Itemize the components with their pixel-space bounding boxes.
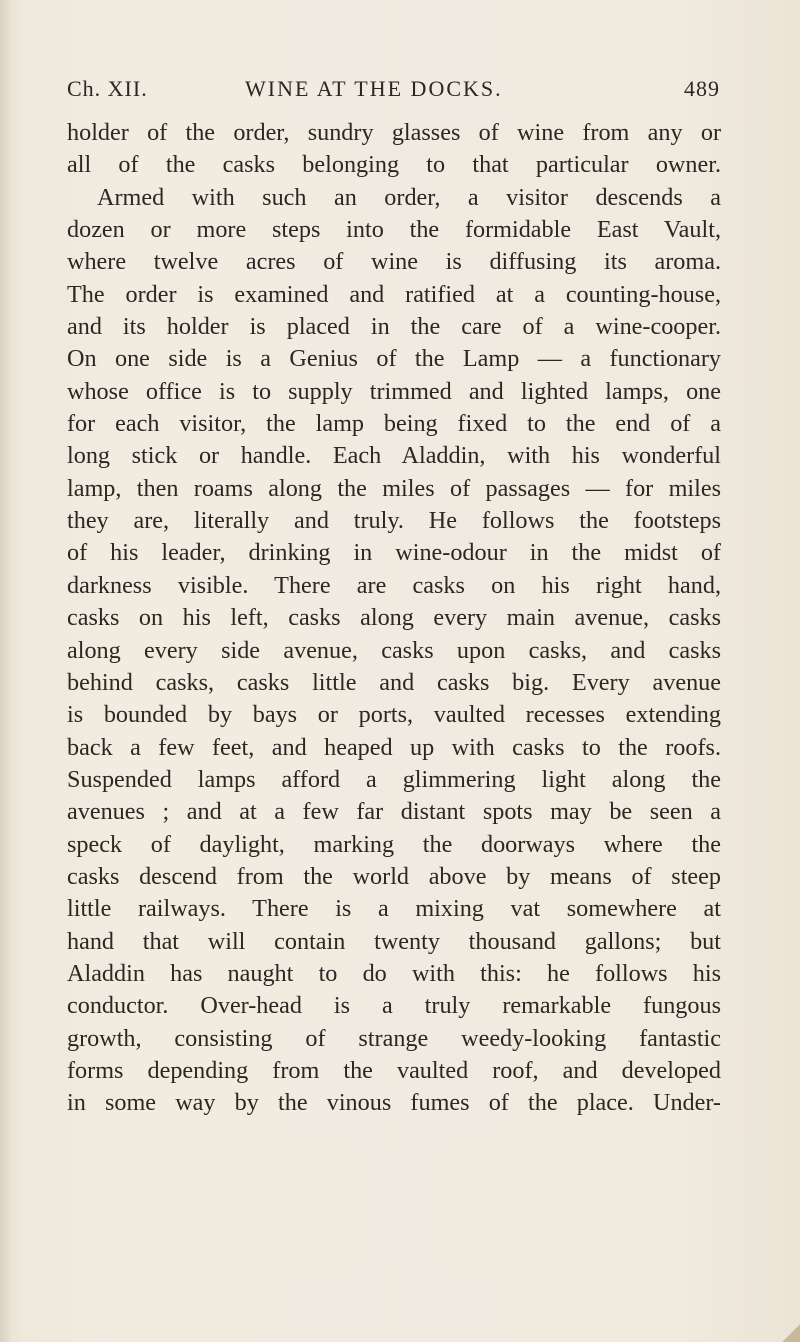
text-line: lamp, then roams along the miles of passages — for miles <box>67 474 721 502</box>
running-title: WINE AT THE DOCKS. <box>245 76 503 101</box>
text-line: whose office is to supply trimmed and lighted lamps, one <box>67 377 721 405</box>
text-line: back a few feet, and heaped up with casks to the roofs. <box>67 733 721 761</box>
chapter-label: Ch. XII. <box>67 76 148 101</box>
paragraph-start-line: Armed with such an order, a visitor descends a <box>97 183 721 211</box>
text-line: dozen or more steps into the formidable East Vault, <box>67 216 721 244</box>
text-line: conductor. Over-head is a truly remarkable fungous <box>67 992 721 1020</box>
text-line: they are, literally and truly. He follows the footsteps <box>67 507 721 535</box>
text-line: hand that will contain twenty thousand gallons; but <box>67 927 721 955</box>
running-head <box>67 76 720 106</box>
text-line: long stick or handle. Each Aladdin, with his wonderful <box>67 442 721 470</box>
text-line: in some way by the vinous fumes of the place. Under- <box>67 1089 721 1117</box>
text-line: little railways. There is a mixing vat somewhere at <box>67 895 721 923</box>
text-line: of his leader, drinking in wine-odour in the midst of <box>67 539 721 567</box>
text-line: casks on his left, casks along every main avenue, casks <box>67 604 721 632</box>
text-line: growth, consisting of strange weedy-looking fantastic <box>67 1024 721 1052</box>
text-line: Suspended lamps afford a glimmering light along the <box>67 765 721 793</box>
text-line: speck of daylight, marking the doorways where the <box>67 830 721 858</box>
text-line: forms depending from the vaulted roof, and developed <box>67 1056 721 1084</box>
body-text <box>67 117 721 1120</box>
text-line: Aladdin has naught to do with this: he follows his <box>67 959 721 987</box>
text-line: where twelve acres of wine is diffusing its aroma. <box>67 248 721 276</box>
text-line: darkness visible. There are casks on his right hand, <box>67 571 721 599</box>
text-line: and its holder is placed in the care of a wine-cooper. <box>67 313 721 341</box>
page-number: 489 <box>684 76 720 101</box>
text-line: On one side is a Genius of the Lamp — a functionary <box>67 345 721 373</box>
page-corner-wear <box>782 1324 800 1342</box>
text-line: casks descend from the world above by means of steep <box>67 862 721 890</box>
text-line: for each visitor, the lamp being fixed to the end of a <box>67 410 721 438</box>
page-binding-edge <box>0 0 10 1342</box>
text-line: along every side avenue, casks upon casks, and casks <box>67 636 721 664</box>
text-line: all of the casks belonging to that particular owner. <box>67 151 721 179</box>
text-line: avenues ; and at a few far distant spots may be seen a <box>67 798 721 826</box>
text-line: The order is examined and ratified at a counting-house, <box>67 280 721 308</box>
text-line: behind casks, casks little and casks big. Every avenue <box>67 668 721 696</box>
text-line: holder of the order, sundry glasses of wine from any or <box>67 119 721 146</box>
text-line: is bounded by bays or ports, vaulted recesses extending <box>67 701 721 729</box>
